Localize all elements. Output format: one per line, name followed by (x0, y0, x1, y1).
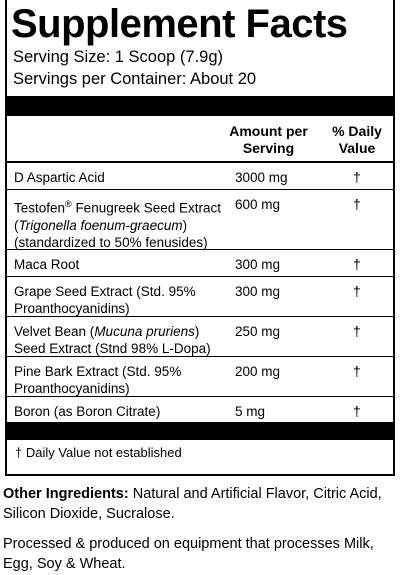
header-dv-line2: Value (338, 140, 376, 156)
ingredient-name: Boron (as Boron Citrate) (14, 404, 161, 419)
ingredient-name (7, 277, 222, 316)
ingredient-dv: † (353, 196, 361, 212)
name-part: (standardized to 50% fenusides) (14, 234, 208, 250)
name-part: ( (14, 217, 19, 233)
other-ingredients-text: Natural and Artificial Flavor, Citric Acid, Silicon Dioxide, Sucralose. (3, 486, 382, 522)
ingredient-name: Maca Root (14, 257, 80, 272)
ingredient-dv: † (353, 403, 361, 419)
name-part: Grape Seed Extract (Std. 95% (14, 284, 196, 299)
table-row (7, 190, 393, 250)
name-part: Fenugreek Seed Extract (71, 200, 222, 216)
processing-note: Processed & produced on equipment that processes Milk, Egg, Soy & Wheat. (3, 536, 374, 572)
registered-mark: ® (65, 199, 72, 209)
other-ingredients-label: Other Ingredients: (3, 486, 129, 502)
ingredient-dv: † (353, 363, 361, 379)
name-part: Seed Extract (Stnd 98% L-Dopa) (14, 341, 211, 356)
latin-name: Mucuna pruriens (94, 324, 195, 339)
ingredient-amount: 200 mg (235, 364, 281, 379)
table-row (7, 317, 393, 357)
table-row (7, 250, 393, 277)
latin-name: Trigonella foenum-graecum (18, 217, 183, 233)
panel-title: Supplement Facts (11, 2, 348, 46)
ingredient-dv: † (353, 323, 361, 339)
table-row (7, 357, 393, 397)
name-part: Testofen (14, 200, 66, 216)
header-amount-line1: Amount per (229, 123, 308, 139)
name-part: ) (182, 217, 188, 233)
thick-divider-bottom (7, 422, 393, 440)
ingredient-name (7, 357, 222, 396)
ingredient-name: D Aspartic Acid (14, 170, 105, 185)
header-dv-line1: % Daily (332, 123, 382, 139)
ingredient-dv: † (353, 256, 361, 272)
ingredient-amount: 300 mg (235, 257, 281, 272)
header-amount-line2: Serving (242, 140, 295, 156)
thick-divider-top (7, 96, 393, 116)
ingredient-name (7, 317, 222, 356)
supplement-facts-panel (5, 0, 395, 476)
name-part: ) (194, 324, 200, 339)
name-part: Velvet Bean ( (14, 324, 95, 339)
name-part: Proanthocyanidins) (14, 381, 130, 396)
ingredient-amount: 5 mg (235, 404, 266, 419)
table-row (7, 397, 393, 422)
header-amount (216, 116, 321, 161)
daily-value-footnote: † Daily Value not established (15, 445, 182, 460)
servings-per-container: Servings per Container: About 20 (13, 70, 257, 88)
ingredient-amount: 600 mg (235, 197, 281, 212)
ingredient-amount: 3000 mg (235, 170, 288, 185)
header-spacer (7, 116, 216, 161)
ingredient-amount: 250 mg (235, 324, 281, 339)
serving-size: Serving Size: 1 Scoop (7.9g) (13, 48, 224, 66)
column-header (7, 116, 393, 163)
ingredient-name (7, 190, 222, 249)
name-part: Proanthocyanidins) (14, 301, 130, 316)
table-row (7, 277, 393, 317)
ingredient-dv: † (353, 169, 361, 185)
table-row (7, 163, 393, 190)
other-ingredients (3, 484, 397, 524)
ingredient-amount: 300 mg (235, 284, 281, 299)
ingredient-dv: † (353, 283, 361, 299)
name-part: Pine Bark Extract (Std. 95% (14, 364, 182, 379)
header-daily-value (321, 116, 393, 161)
